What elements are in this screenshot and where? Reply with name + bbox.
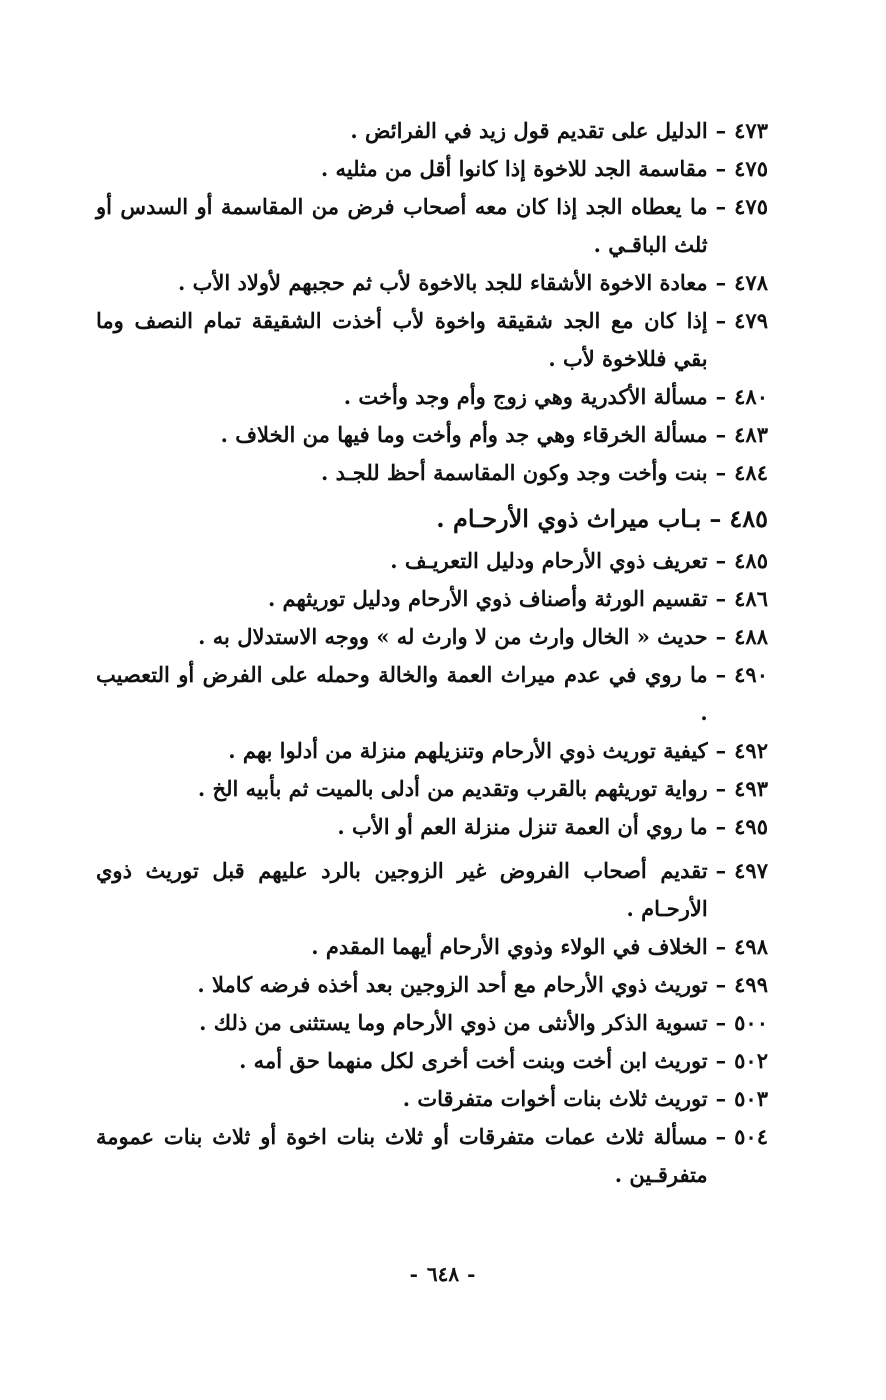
toc-entry-dash: –	[715, 738, 727, 763]
toc-entry	[96, 378, 768, 416]
toc-entry-title: معادة الاخوة الأشقاء للجد بالاخوة لأب ثم حجبهم لأولاد الأب .	[178, 270, 708, 295]
toc-entry	[96, 966, 768, 1004]
toc-entry-title: مقاسمة الجد للاخوة إذا كانوا أقل من مثليه .	[320, 156, 708, 181]
toc-entry-title: تعريف ذوي الأرحام ودليل التعريـف .	[390, 548, 708, 573]
toc-entry-page-number: ٤٨٣	[734, 422, 768, 447]
toc-entry	[96, 188, 768, 264]
toc-entry-dash: –	[715, 194, 727, 219]
toc-entry-page-number: ٥٠٤	[734, 1124, 768, 1149]
toc-entry-title: رواية توريثهم بالقرب وتقديم من أدلى بالميت ثم بأبيه الخ .	[197, 776, 708, 801]
toc-entry-title: ما روي أن العمة تنزل منزلة العم أو الأب .	[337, 814, 708, 839]
toc-entry-page-number: ٤٨٥	[729, 504, 768, 533]
toc-entry	[96, 770, 768, 808]
toc-entry-page-number: ٤٨٤	[734, 460, 768, 485]
toc-entry-title: تقديم أصحاب الفروض غير الزوجين بالرد عليهم قبل توريث ذوي الأرحـام .	[96, 858, 708, 921]
toc-entry-page-number: ٤٩٣	[734, 776, 768, 801]
toc-entry-title: بـاب ميراث ذوي الأرحـام .	[436, 504, 702, 533]
toc-entry-title: حديث « الخال وارث من لا وارث له » ووجه الاستدلال به .	[198, 624, 708, 649]
toc-entry-title: توريث ابن أخت وبنت أخت أخرى لكل منهما حق أمه .	[239, 1048, 708, 1073]
toc-entry	[96, 416, 768, 454]
toc-entry-page-number: ٤٨٥	[734, 548, 768, 573]
toc-entry	[96, 656, 768, 732]
toc-entry	[96, 618, 768, 656]
toc-entry-dash: –	[715, 270, 727, 295]
footer-dash-left: -	[467, 1262, 477, 1286]
toc-entry-page-number: ٤٨٦	[734, 586, 768, 611]
toc-entry-page-number: ٤٧٩	[734, 308, 768, 333]
toc-entry-dash: –	[715, 548, 727, 573]
toc-entry	[96, 1080, 768, 1118]
toc-entry-title: بنت وأخت وجد وكون المقاسمة أحظ للجـد .	[321, 460, 708, 485]
toc-entry	[96, 928, 768, 966]
toc-entry-title: توريث ثلاث بنات أخوات متفرقات .	[402, 1086, 708, 1111]
toc-entry	[96, 150, 768, 188]
toc-entry-title: الخلاف في الولاء وذوي الأرحام أيهما المقدم .	[311, 934, 708, 959]
toc-entry-dash: –	[715, 934, 727, 959]
toc-entry-dash: –	[715, 1086, 727, 1111]
toc-entry-page-number: ٤٩٩	[734, 972, 768, 997]
toc-entry-page-number: ٤٩٠	[734, 662, 768, 687]
toc-entry-dash: –	[715, 460, 727, 485]
toc-entry-dash: –	[715, 1048, 727, 1073]
toc-entry	[96, 1042, 768, 1080]
toc-entry-page-number: ٤٨٨	[734, 624, 768, 649]
toc-entry-page-number: ٥٠٠	[734, 1010, 768, 1035]
toc-entry-page-number: ٤٩٥	[734, 814, 768, 839]
toc-entry-title: تسوية الذكر والأنثى من ذوي الأرحام وما يستثنى من ذلك .	[199, 1010, 708, 1035]
toc-entry-dash: –	[715, 422, 727, 447]
toc-entry-page-number: ٤٧٥	[734, 194, 768, 219]
toc-entry-dash: –	[715, 858, 727, 883]
toc-entry-dash: –	[715, 1010, 727, 1035]
toc-entry-page-number: ٤٧٣	[734, 118, 768, 143]
toc-entry-page-number: ٤٩٢	[734, 738, 768, 763]
toc-entry-title: كيفية توريث ذوي الأرحام وتنزيلهم منزلة من أدلوا بهم .	[228, 738, 708, 763]
toc-entry-title: مسألة ثلاث عمات متفرقات أو ثلاث بنات اخوة أو ثلاث بنات عمومة متفرقـين .	[96, 1124, 708, 1187]
toc-entry-dash: –	[715, 156, 727, 181]
toc-entry	[96, 302, 768, 378]
toc-entry-dash: –	[715, 776, 727, 801]
toc-entry-title: ما يعطاه الجد إذا كان معه أصحاب فرض من المقاسمة أو السدس أو ثلث الباقـي .	[96, 194, 708, 257]
toc-entry-page-number: ٤٩٧	[734, 858, 768, 883]
page-number: ٦٤٨	[426, 1262, 460, 1286]
toc-entry-title: مسألة الخرقاء وهي جد وأم وأخت وما فيها من الخلاف .	[220, 422, 708, 447]
toc-entry	[96, 1118, 768, 1194]
toc-entry-dash: –	[709, 504, 722, 533]
toc-entry-title: مسألة الأكدرية وهي زوج وأم وجد وأخت .	[343, 384, 708, 409]
toc-entry	[96, 732, 768, 770]
toc-entry-title: ما روي في عدم ميراث العمة والخالة وحمله على الفرض أو التعصيب .	[96, 662, 708, 725]
toc-entry-page-number: ٤٨٠	[734, 384, 768, 409]
toc-entry-dash: –	[715, 624, 727, 649]
toc-entry-page-number: ٤٧٨	[734, 270, 768, 295]
toc-entry	[96, 1004, 768, 1042]
toc-entry	[96, 112, 768, 150]
page-footer	[0, 1262, 886, 1286]
toc-entry	[96, 852, 768, 928]
toc-entry-dash: –	[715, 662, 727, 687]
toc-entry-dash: –	[715, 814, 727, 839]
toc-entry-dash: –	[715, 308, 727, 333]
toc-entry-dash: –	[715, 1124, 727, 1149]
toc-entry	[96, 454, 768, 492]
toc-entry-dash: –	[715, 972, 727, 997]
table-of-contents	[96, 112, 768, 1194]
toc-entry-title: الدليل على تقديم قول زيد في الفرائض .	[350, 118, 708, 143]
toc-entry-page-number: ٤٧٥	[734, 156, 768, 181]
toc-entry-page-number: ٥٠٣	[734, 1086, 768, 1111]
toc-entry-title: توريث ذوي الأرحام مع أحد الزوجين بعد أخذه فرضه كاملا .	[197, 972, 708, 997]
footer-dash-right: -	[409, 1262, 419, 1286]
toc-entry-title: تقسيم الورثة وأصناف ذوي الأرحام ودليل توريثهم .	[267, 586, 708, 611]
toc-entry	[96, 808, 768, 846]
toc-entry	[96, 542, 768, 580]
toc-entry-page-number: ٤٩٨	[734, 934, 768, 959]
toc-entry	[96, 264, 768, 302]
toc-entry-title: إذا كان مع الجد شقيقة واخوة لأب أخذت الشقيقة تمام النصف وما بقي فللاخوة لأب .	[96, 308, 708, 371]
toc-entry-dash: –	[715, 586, 727, 611]
toc-entry-page-number: ٥٠٢	[734, 1048, 768, 1073]
toc-entry-dash: –	[715, 118, 727, 143]
toc-entry-dash: –	[715, 384, 727, 409]
toc-entry	[96, 580, 768, 618]
toc-section-heading	[96, 500, 768, 538]
